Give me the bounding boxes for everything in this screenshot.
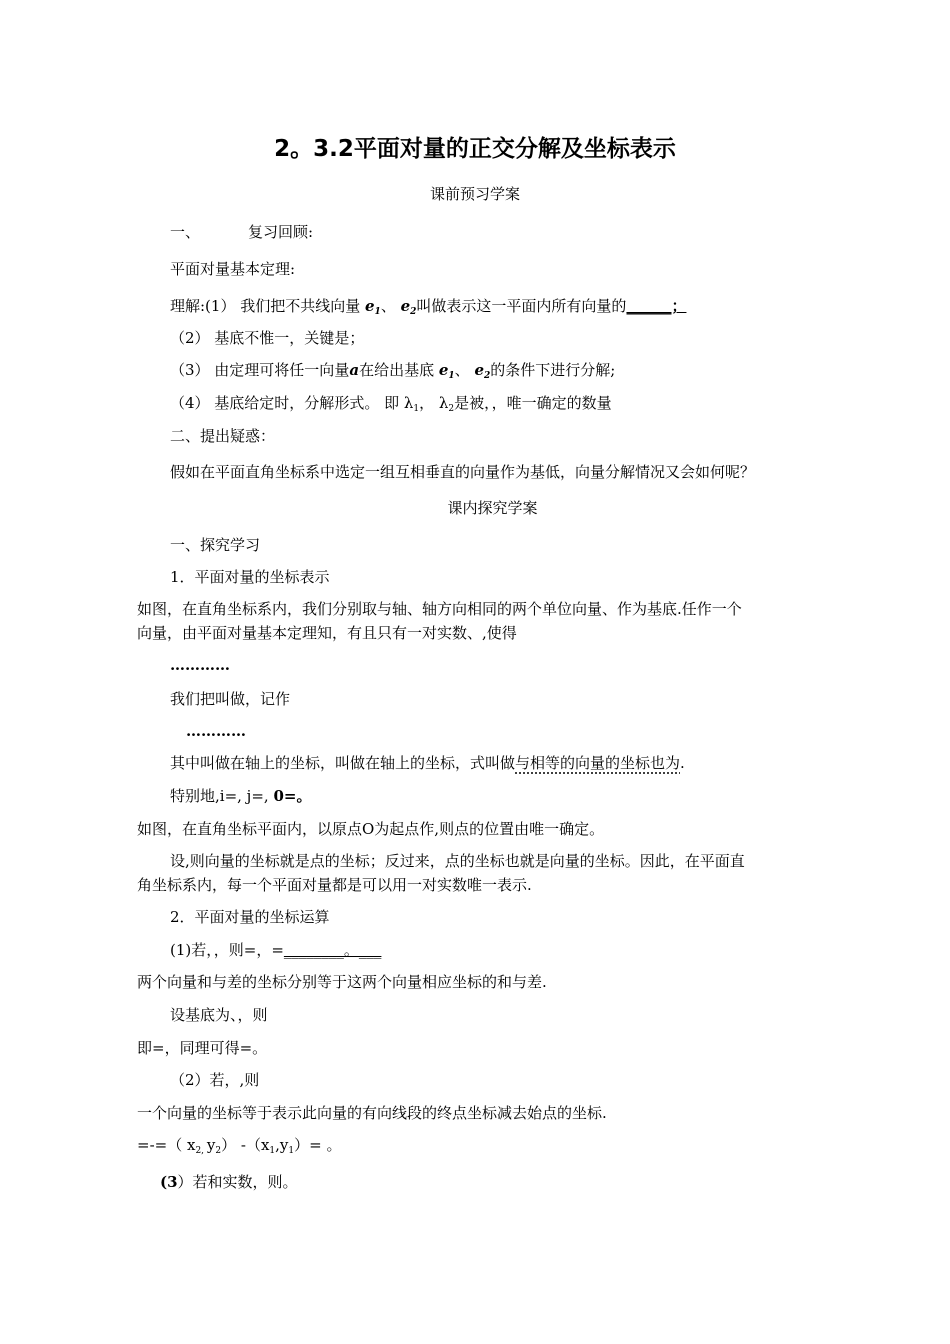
fill-blank: ______； <box>626 297 687 315</box>
review-heading <box>170 222 313 242</box>
question-heading: 二、提出疑惑： <box>170 427 276 445</box>
paragraph-6-line-2: 角坐标系内，每一个平面对量都是可以用一对实数唯一表示. <box>137 876 532 894</box>
vector-e1: $e_1$ <box>365 297 381 317</box>
formula-placeholder-1: ………… <box>170 656 230 674</box>
vector-e2: $e_2$ <box>400 297 417 317</box>
operation-1: (1)若，，则=，=________。___ <box>170 941 382 959</box>
review-heading-text: 复习回顾: <box>248 223 314 241</box>
review-item-4: （4） 基底给定时，分解形式。 即 $\lambda_1$， $\lambda_2$是被，，唯一确定的数量 <box>170 394 612 414</box>
basis-line-2: 即=，同理可得=。 <box>137 1039 268 1057</box>
review-heading-number: 一、 <box>170 223 201 241</box>
section-subtitle-preview: 课前预习学案 <box>429 185 520 203</box>
operation-2-formula: =-=（ $x_{2,}$ $y_2$） $-(x_1,y_1)=$ 。 <box>137 1136 342 1156</box>
question-text: 假如在平面直角坐标系中选定一组互相垂直的向量作为基低，向量分解情况又会如何呢？ <box>170 463 756 481</box>
basis-line: 设基底为、，则 <box>170 1006 268 1024</box>
paragraph-1-line-2: 向量，由平面对量基本定理知，有且只有一对实数、,使得 <box>137 624 517 642</box>
paragraph-3: 其中叫做在轴上的坐标，叫做在轴上的坐标，式叫做与相等的向量的坐标也为. <box>170 754 685 772</box>
paragraph-2: 我们把叫做，记作 <box>170 690 291 708</box>
operation-1-blank: ________。___ <box>283 941 382 959</box>
subsection-2-heading: 2．平面对量的坐标运算 <box>170 908 330 926</box>
theorem-label: 平面对量基本定理: <box>170 260 296 278</box>
explore-heading: 一、探究学习 <box>170 536 261 554</box>
paragraph-4: 特别地,i=, j=, 0=。 <box>170 787 312 805</box>
operation-3: (3）若和实数，则。 <box>160 1173 298 1191</box>
emphasized-text: 与相等的向量的坐标也为 <box>515 754 681 772</box>
operation-1-text: 两个向量和与差的坐标分别等于这两个向量相应坐标的和与差. <box>137 973 547 991</box>
paragraph-6-line-1: 设,则向量的坐标就是点的坐标；反过来，点的坐标也就是向量的坐标。因此，在平面直 <box>170 852 745 870</box>
operation-2-heading: （2）若，,则 <box>170 1071 260 1089</box>
review-item-1: 理解:(1） 我们把不共线向量 $e_1$、 $e_2$叫做表示这一平面内所有向量的______； <box>170 297 687 317</box>
page-title: 2。3.2平面对量的正交分解及坐标表示 <box>274 136 676 162</box>
operation-2-text: 一个向量的坐标等于表示此向量的有向线段的终点坐标减去始点的坐标. <box>137 1104 607 1122</box>
paragraph-5: 如图，在直角坐标平面内，以原点O为起点作,则点的位置由唯一确定。 <box>137 820 605 838</box>
review-item-3: （3） 由定理可将任一向量a在给出基底 $e_1$、 $e_2$的条件下进行分解; <box>170 361 616 381</box>
review-item-2: （2） 基底不惟一，关键是； <box>170 329 365 347</box>
paragraph-1-line-1: 如图，在直角坐标系内，我们分别取与轴、轴方向相同的两个单位向量、作为基底.任作一个 <box>137 600 742 618</box>
subsection-1-heading: 1．平面对量的坐标表示 <box>170 568 330 586</box>
formula-placeholder-2: ………… <box>186 722 246 740</box>
section-subtitle-class: 课内探究学案 <box>447 499 538 517</box>
vector-a: a <box>349 361 360 379</box>
